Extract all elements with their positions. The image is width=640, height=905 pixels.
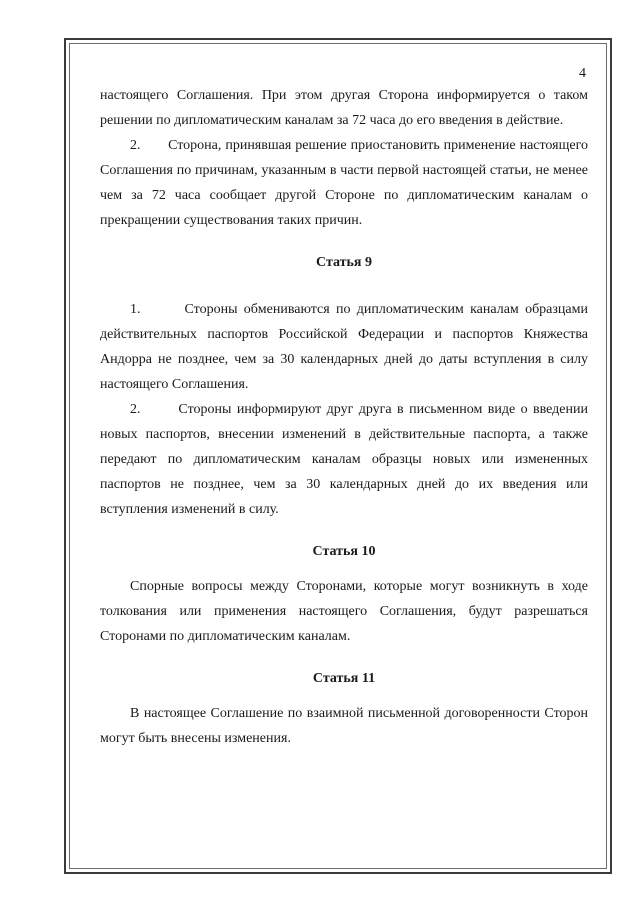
paragraph-continuation: настоящего Соглашения. При этом другая Сторона информируется о таком решении по дипломатическим каналам за 72 часа до его введения в действие.	[100, 88, 588, 128]
paragraph-article11: В настоящее Соглашение по взаимной письменной договоренности Сторон могут быть внесены изменения.	[100, 706, 588, 746]
spacer	[100, 564, 588, 574]
article-9-heading: Статья 9	[316, 255, 372, 270]
page-number: 4	[579, 66, 586, 81]
article-10-heading: Статья 10	[312, 544, 376, 559]
spacer	[100, 649, 588, 666]
spacer	[100, 691, 588, 701]
spacer	[100, 275, 588, 297]
spacer	[100, 522, 588, 539]
paragraph-article9-item2: 2. Стороны информируют друг друга в письменном виде о введении новых паспортов, внесении изменений в действительные паспорта, а также передают по дипломатическим каналам образцы новых или измененных паспортов не позднее, чем за 30 календарных дней до их введения или вступления изменений в силу.	[100, 402, 588, 517]
document-body	[100, 83, 588, 751]
paragraph-article9-item1: 1. Стороны обмениваются по дипломатическим каналам образцами действительных паспортов Российской Федерации и паспортов Княжества Андорра не позднее, чем за 30 календарных дней до даты вступления в силу настоящего Соглашения.	[100, 302, 588, 392]
spacer	[100, 233, 588, 250]
article-11-heading: Статья 11	[312, 671, 376, 686]
paragraph-article8-item2: 2. Сторона, принявшая решение приостановить применение настоящего Соглашения по причинам, указанным в части первой настоящей статьи, не менее чем за 72 часа сообщает другой Стороне по дипломатическим каналам о прекращении существования таких причин.	[100, 138, 588, 228]
paragraph-article10: Спорные вопросы между Сторонами, которые могут возникнуть в ходе толкования или применения настоящего Соглашения, будут разрешаться Сторонами по дипломатическим каналам.	[100, 579, 588, 644]
